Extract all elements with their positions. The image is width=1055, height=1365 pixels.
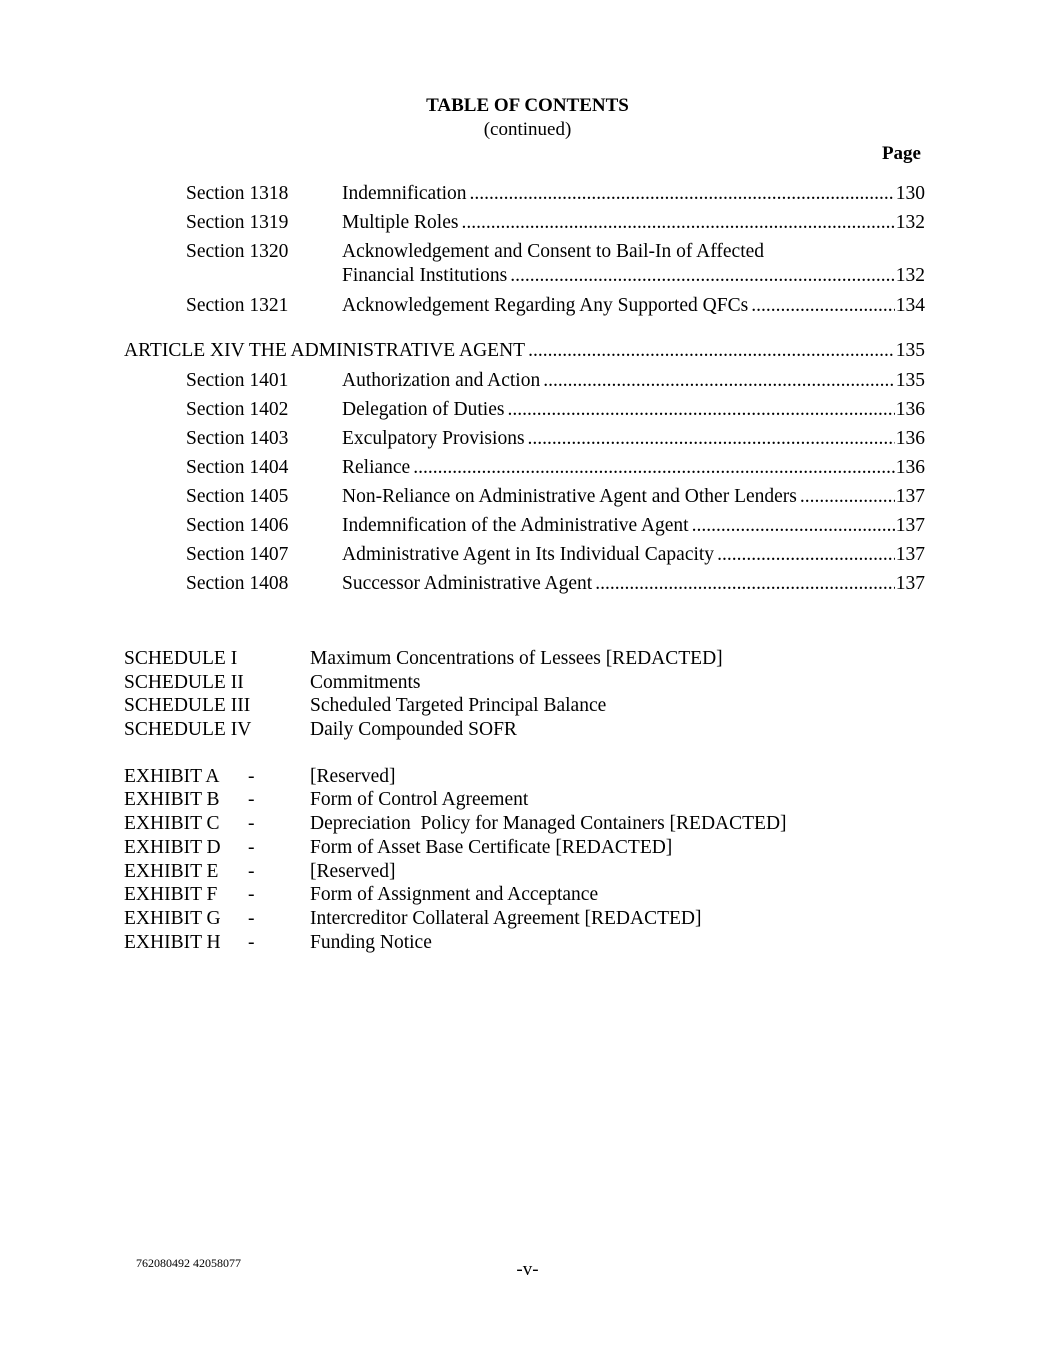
schedule-code: SCHEDULE III <box>124 695 251 717</box>
schedule-row[interactable] <box>124 694 925 718</box>
article-page: 135 <box>895 340 925 361</box>
section-leader <box>342 426 925 452</box>
toc-article-xiv[interactable] <box>124 338 925 368</box>
page-column-label: Page <box>881 143 921 164</box>
section-title: Multiple Roles <box>342 212 459 233</box>
section-page: 130 <box>895 183 925 204</box>
section-number: Section 1402 <box>186 399 289 420</box>
table-of-contents <box>124 181 925 600</box>
section-number: Section 1406 <box>186 515 289 536</box>
article-title: ARTICLE XIV THE ADMINISTRATIVE AGENT <box>124 340 526 361</box>
section-leader <box>342 181 925 207</box>
section-page: 134 <box>895 295 925 316</box>
section-leader <box>342 293 925 319</box>
dot-leader <box>595 571 895 597</box>
section-title: Acknowledgement Regarding Any Supported QFCs <box>342 295 749 316</box>
schedule-description: Commitments <box>310 671 421 693</box>
section-title: Indemnification <box>342 183 467 204</box>
section-number: Section 1319 <box>186 212 289 233</box>
section-title: Exculpatory Provisions <box>342 428 525 449</box>
section-title: Administrative Agent in Its Individual Capacity <box>342 544 715 565</box>
exhibit-code: EXHIBIT H <box>124 931 221 953</box>
exhibit-code: EXHIBIT G <box>124 907 221 929</box>
article-leader <box>124 338 925 364</box>
toc-title: TABLE OF CONTENTS <box>426 95 629 116</box>
section-leader <box>342 397 925 423</box>
schedule-code: SCHEDULE II <box>124 671 244 693</box>
exhibit-row[interactable] <box>124 788 925 812</box>
section-page: 137 <box>895 515 925 536</box>
exhibit-description: [Reserved] <box>310 765 396 787</box>
section-number: Section 1403 <box>186 428 289 449</box>
dot-leader <box>528 338 895 364</box>
exhibit-code: EXHIBIT F <box>124 884 218 906</box>
toc-section-1321[interactable] <box>124 293 925 322</box>
section-title: Non-Reliance on Administrative Agent and Other Lenders <box>342 486 797 507</box>
section-page: 136 <box>895 457 925 478</box>
dot-leader <box>470 181 895 207</box>
dot-leader <box>507 397 894 423</box>
section-title-continued: Financial Institutions <box>342 265 508 286</box>
section-title: Authorization and Action <box>342 370 541 391</box>
toc-section-1404[interactable] <box>124 455 925 484</box>
schedule-description: Scheduled Targeted Principal Balance <box>310 695 607 717</box>
section-page: 136 <box>895 428 925 449</box>
exhibit-row[interactable] <box>124 765 925 789</box>
section-leader <box>342 210 925 236</box>
schedule-row[interactable] <box>124 647 925 671</box>
dot-leader <box>692 513 895 539</box>
exhibit-description: Intercreditor Collateral Agreement [REDACTED] <box>310 907 702 929</box>
section-number: Section 1320 <box>186 241 289 262</box>
section-leader <box>342 368 925 394</box>
section-leader <box>342 455 925 481</box>
dot-leader <box>528 426 895 452</box>
section-number: Section 1401 <box>186 370 289 391</box>
schedules-and-exhibits <box>124 647 925 954</box>
toc-subtitle: (continued) <box>483 119 572 140</box>
exhibit-dash: - <box>248 789 255 811</box>
exhibit-code: EXHIBIT E <box>124 860 219 882</box>
toc-section-1405[interactable] <box>124 484 925 513</box>
toc-section-1319[interactable] <box>124 210 925 239</box>
section-title: Reliance <box>342 457 411 478</box>
schedule-description: Daily Compounded SOFR <box>310 719 517 741</box>
exhibit-dash: - <box>248 765 255 787</box>
exhibit-dash: - <box>248 931 255 953</box>
section-number: Section 1404 <box>186 457 289 478</box>
exhibit-dash: - <box>248 907 255 929</box>
toc-section-1318[interactable] <box>124 181 925 210</box>
exhibit-description: Funding Notice <box>310 931 432 953</box>
exhibit-row[interactable] <box>124 907 925 931</box>
exhibit-code: EXHIBIT B <box>124 789 220 811</box>
exhibit-row[interactable] <box>124 883 925 907</box>
dot-leader <box>800 484 895 510</box>
exhibit-description: Form of Asset Base Certificate [REDACTED] <box>310 836 673 858</box>
section-title: Delegation of Duties <box>342 399 505 420</box>
toc-section-1407[interactable] <box>124 542 925 571</box>
schedule-row[interactable] <box>124 718 925 742</box>
dot-leader <box>717 542 895 568</box>
dot-leader <box>461 210 894 236</box>
dot-leader <box>413 455 895 481</box>
section-page: 135 <box>895 370 925 391</box>
exhibit-row[interactable] <box>124 931 925 955</box>
exhibit-row[interactable] <box>124 860 925 884</box>
section-number: Section 1321 <box>186 295 289 316</box>
dot-leader <box>510 263 895 289</box>
section-page: 137 <box>895 544 925 565</box>
exhibit-row[interactable] <box>124 812 925 836</box>
section-leader <box>342 484 925 510</box>
page-number: -v- <box>516 1259 539 1280</box>
section-number: Section 1405 <box>186 486 289 507</box>
list-spacer <box>124 742 925 765</box>
exhibit-dash: - <box>248 836 255 858</box>
toc-section-1401[interactable] <box>124 368 925 397</box>
section-number: Section 1318 <box>186 183 289 204</box>
toc-section-1406[interactable] <box>124 513 925 542</box>
exhibit-code: EXHIBIT C <box>124 813 220 835</box>
schedule-code: SCHEDULE IV <box>124 719 252 741</box>
exhibit-description: [Reserved] <box>310 860 396 882</box>
exhibit-dash: - <box>248 860 255 882</box>
exhibit-code: EXHIBIT A <box>124 765 220 787</box>
exhibit-code: EXHIBIT D <box>124 836 221 858</box>
section-number: Section 1408 <box>186 573 289 594</box>
exhibit-row[interactable] <box>124 836 925 860</box>
toc-section-1320[interactable] <box>124 239 925 293</box>
section-title: Successor Administrative Agent <box>342 573 593 594</box>
section-title: Indemnification of the Administrative Agent <box>342 515 689 536</box>
exhibit-description: Form of Assignment and Acceptance <box>310 884 599 906</box>
exhibit-dash: - <box>248 813 255 835</box>
section-leader <box>342 263 925 289</box>
section-leader <box>342 542 925 568</box>
document-id: 762080492 42058077 <box>136 1256 241 1270</box>
section-number: Section 1407 <box>186 544 289 565</box>
toc-section-1402[interactable] <box>124 397 925 426</box>
exhibit-description: Form of Control Agreement <box>310 789 529 811</box>
section-page: 137 <box>895 486 925 507</box>
toc-section-1408[interactable] <box>124 571 925 600</box>
dot-leader <box>751 293 895 319</box>
section-page: 137 <box>895 573 925 594</box>
section-title: Acknowledgement and Consent to Bail-In of Affected <box>342 241 765 262</box>
exhibit-dash: - <box>248 884 255 906</box>
section-leader <box>342 513 925 539</box>
schedule-code: SCHEDULE I <box>124 648 238 669</box>
section-page: 132 <box>895 265 925 286</box>
schedule-row[interactable] <box>124 671 925 695</box>
section-page: 132 <box>895 212 925 233</box>
schedule-description: Maximum Concentrations of Lessees [REDACTED] <box>310 648 723 669</box>
toc-section-1403[interactable] <box>124 426 925 455</box>
dot-leader <box>543 368 895 394</box>
section-page: 136 <box>895 399 925 420</box>
section-leader <box>342 571 925 597</box>
exhibit-description: Depreciation Policy for Managed Containers [REDACTED] <box>310 813 787 835</box>
